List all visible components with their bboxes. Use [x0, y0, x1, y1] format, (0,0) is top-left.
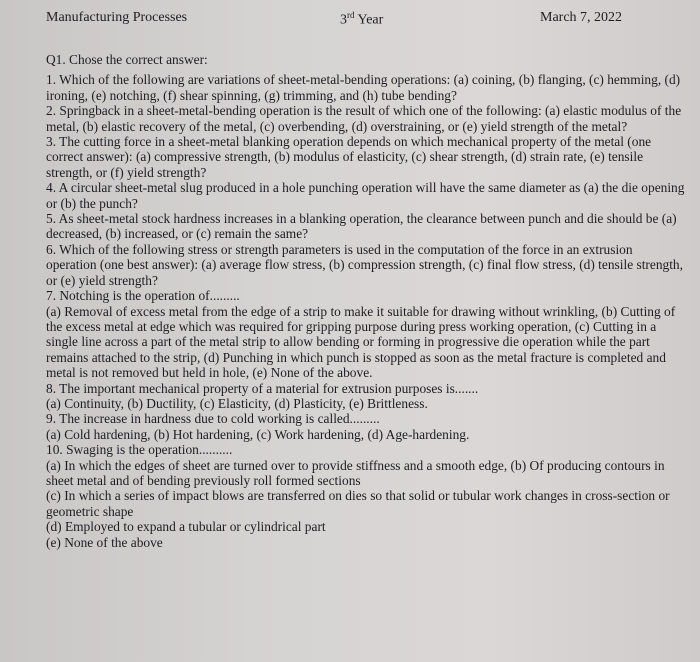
- question-3: 3. The cutting force in a sheet-metal blanking operation depends on which mechanical property of the metal (one correct answer): (a) compressive strength, (b) modulus of elasticity, (c) shear strength, (d) strain rate, (e) tensile strength, or (f) yield strength?: [46, 134, 652, 180]
- question-10: 10. Swaging is the operation..........: [46, 442, 233, 458]
- question-7-options: (a) Removal of excess metal from the edge of a strip to make it suitable for drawing without wrinkling, (b) Cutting of the excess metal at edge which was required for gripping purpose during press working operation, (c) Cutting in a single line across a part of the metal strip to allow bending or forming in progressive die operation while the part remains attached to the strip, (d) Punching in which punch is stopped as soon as the metal fracture is completed and metal is not removed but held in hole, (e) None of the above.: [46, 303, 676, 381]
- question-8: 8. The important mechanical property of a material for extrusion purposes is.......: [46, 380, 479, 396]
- question-1: 1. Which of the following are variations of sheet-metal-bending operations: (a) coining, (b) flanging, (c) hemming, (d) ironing, (e) notching, (f) shear spinning, (g) trimming, and (h) tube bending?: [46, 72, 681, 103]
- year-word: Year: [354, 12, 384, 28]
- year-superscript: rd: [347, 10, 355, 20]
- section-title: Q1. Chose the correct answer:: [46, 52, 208, 67]
- question-6: 6. Which of the following stress or strength parameters is used in the computation of the force in an extrusion operation (one best answer): (a) average flow stress, (b) compression strength, (c) final flow stress, (d) tensile strength, or (e) yield strength?: [46, 241, 683, 288]
- exam-date: March 7, 2022: [540, 10, 623, 25]
- question-10-option-c: (c) In which a series of impact blows are transferred on dies so that solid or tubular work changes in cross-section or geometric shape: [46, 488, 670, 519]
- question-5: 5. As sheet-metal stock hardness increases in a blanking operation, the clearance between punch and die should be (a) decreased, (b) increased, or (c) remain the same?: [46, 211, 677, 242]
- question-10-option-ab: (a) In which the edges of sheet are turned over to provide stiffness and a smooth edge, (b) Of producing contours in sheet metal and of bending previously roll formed sections: [46, 457, 665, 488]
- question-9: 9. The increase in hardness due to cold working is called.........: [46, 411, 380, 427]
- question-9-options: (a) Cold hardening, (b) Hot hardening, (c) Work hardening, (d) Age-hardening.: [46, 426, 470, 442]
- course-title: Manufacturing Processes: [46, 10, 188, 25]
- question-2: 2. Springback in a sheet-metal-bending operation is the result of which one of the following: (a) elastic modulus of the metal, (b) elastic recovery of the metal, (c) overbending, (d) overstraining, or (e) yield strength of the metal?: [46, 103, 682, 134]
- question-4: 4. A circular sheet-metal slug produced in a hole punching operation will have the same diameter as (a) the die opening or (b) the punch?: [46, 180, 685, 211]
- question-sheet: [46, 52, 686, 550]
- question-7: 7. Notching is the operation of.........: [46, 288, 240, 304]
- question-8-options: (a) Continuity, (b) Ductility, (c) Elasticity, (d) Plasticity, (e) Brittleness.: [46, 395, 428, 411]
- year-label: [340, 10, 383, 29]
- question-10-option-e: (e) None of the above: [46, 534, 163, 550]
- year-number: 3: [340, 12, 347, 28]
- question-10-option-d: (d) Employed to expand a tubular or cylindrical part: [46, 519, 326, 535]
